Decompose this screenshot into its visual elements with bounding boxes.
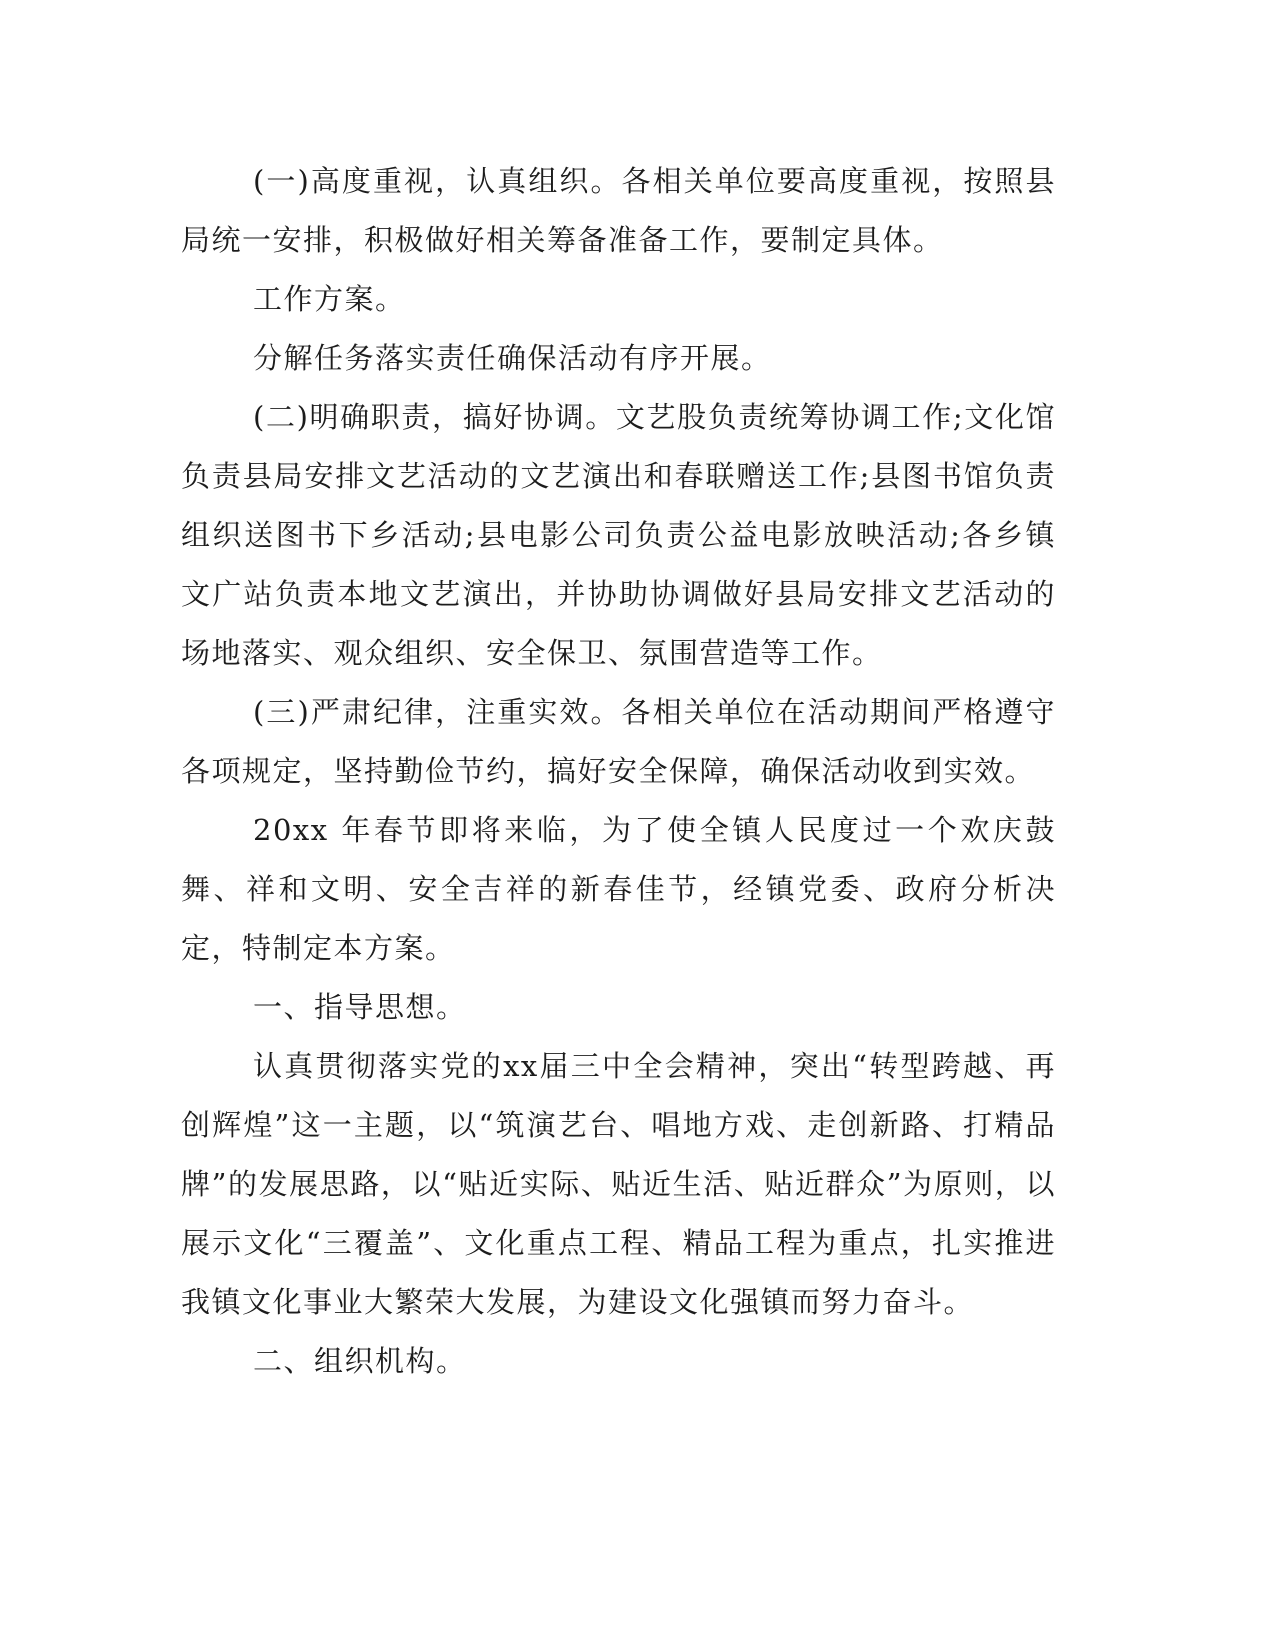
paragraph-8: 认真贯彻落实党的xx届三中全会精神，突出“转型跨越、再创辉煌”这一主题，以“筑演艺台、唱地方戏、走创新路、打精品牌”的发展思路，以“贴近实际、贴近生活、贴近群众”为原则，以展示文化“三覆盖”、文化重点工程、精品工程为重点，扎实推进我镇文化事业大繁荣大发展，为建设文化强镇而努力奋斗。 xyxy=(181,1049,1056,1319)
section-heading-organization: 二、组织机构。 xyxy=(253,1344,467,1378)
paragraph-1: (一)高度重视，认真组织。各相关单位要高度重视，按照县局统一安排，积极做好相关筹备准备工作，要制定具体。 xyxy=(181,164,1056,257)
document-body xyxy=(181,152,1056,1391)
paragraph-5: (三)严肃纪律，注重实效。各相关单位在活动期间严格遵守各项规定，坚持勤俭节约，搞好安全保障，确保活动收到实效。 xyxy=(181,695,1056,788)
paragraph-6: 20xx 年春节即将来临，为了使全镇人民度过一个欢庆鼓舞、祥和文明、安全吉祥的新春佳节，经镇党委、政府分析决定，特制定本方案。 xyxy=(181,813,1056,965)
section-heading-guiding-thought: 一、指导思想。 xyxy=(253,990,467,1024)
paragraph-2: 工作方案。 xyxy=(253,282,406,316)
paragraph-3: 分解任务落实责任确保活动有序开展。 xyxy=(253,341,772,375)
paragraph-4: (二)明确职责，搞好协调。文艺股负责统筹协调工作;文化馆负责县局安排文艺活动的文艺演出和春联赠送工作;县图书馆负责组织送图书下乡活动;县电影公司负责公益电影放映活动;各乡镇文广站负责本地文艺演出，并协助协调做好县局安排文艺活动的场地落实、观众组织、安全保卫、氛围营造等工作。 xyxy=(181,400,1056,670)
